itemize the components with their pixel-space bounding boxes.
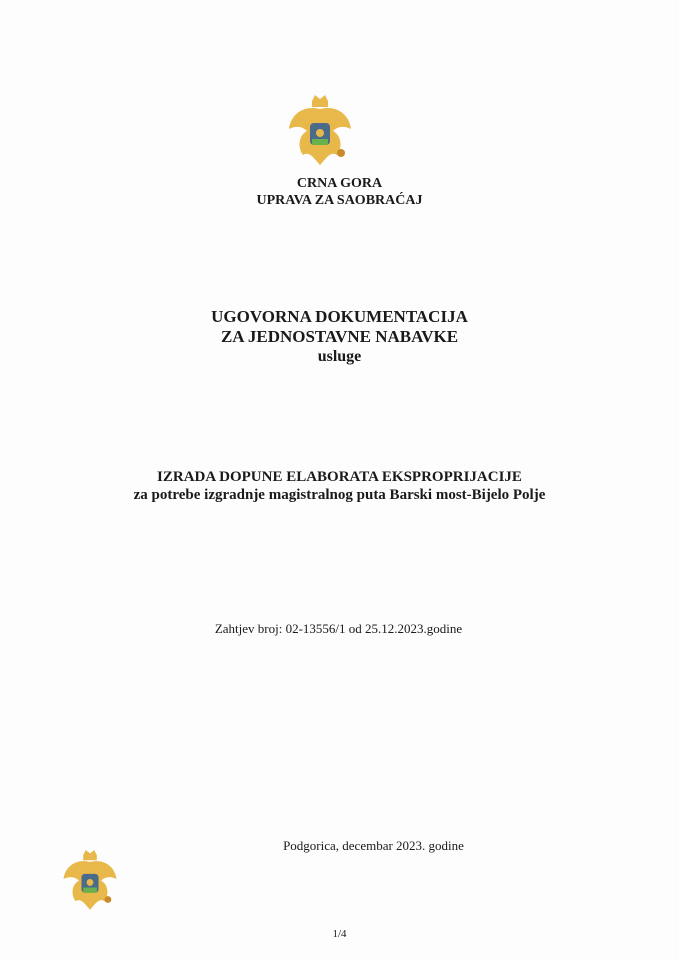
agency-name: UPRAVA ZA SAOBRAĆAJ xyxy=(256,193,423,208)
subject-title: IZRADA DOPUNE ELABORATA EKSPROPRIJACIJE xyxy=(157,469,522,485)
country-name: CRNA GORA xyxy=(296,176,383,191)
page-number: 1/4 xyxy=(332,928,347,940)
request-number: Zahtjev broj: 02-13556/1 od 25.12.2023.godine xyxy=(214,621,463,636)
coat-of-arms-emblem-small xyxy=(60,850,120,914)
document-type: usluge xyxy=(317,348,362,365)
document-title: UGOVORNA DOKUMENTACIJA xyxy=(211,307,468,326)
document-subtitle: ZA JEDNOSTAVNE NABAVKE xyxy=(220,327,459,346)
subject-description: za potrebe izgradnje magistralnog puta Barski most-Bijelo Polje xyxy=(133,487,546,503)
place-date: Podgorica, decembar 2023. godine xyxy=(283,838,464,853)
coat-of-arms-emblem xyxy=(285,95,355,170)
